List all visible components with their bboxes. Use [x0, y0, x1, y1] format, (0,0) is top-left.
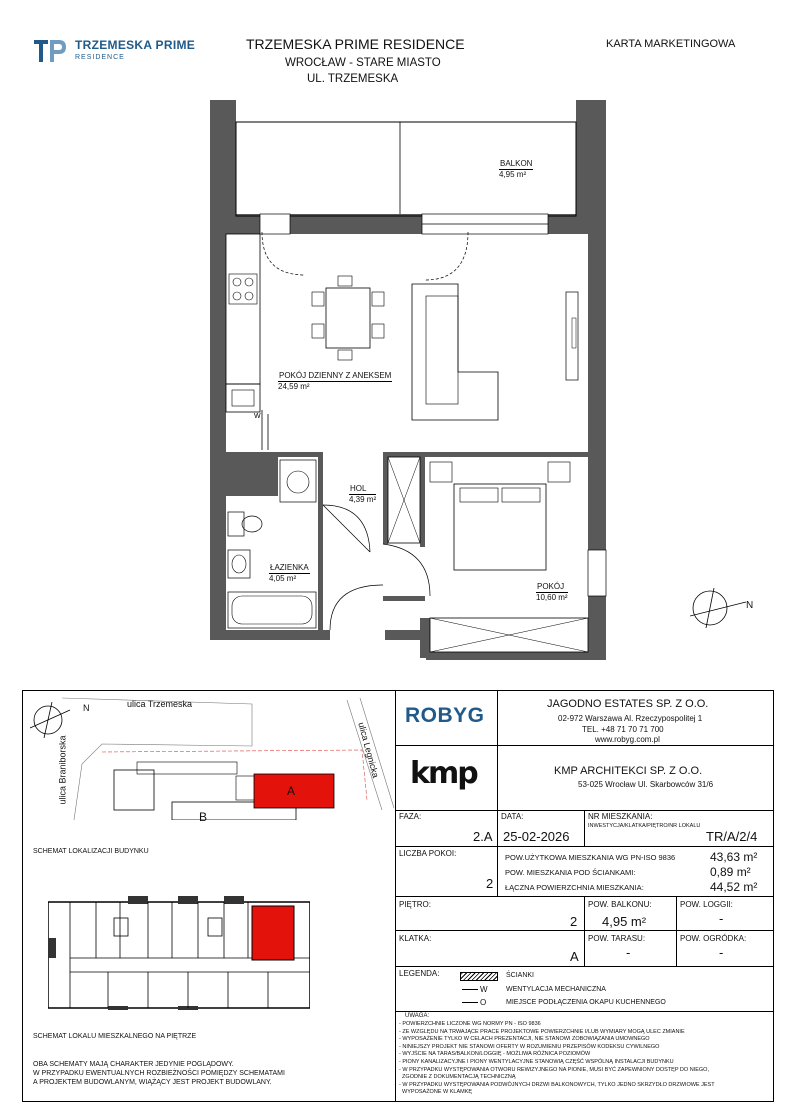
room-lazienka: ŁAZIENKA 4,05 m²: [269, 563, 309, 583]
note-line: - WYJŚCIE NA TARAS/BALKON/LOGGIĘ - MOŻLIWA RÓŻNICA POZIOMÓW: [399, 1051, 591, 1058]
balkon-value: 4,95 m²: [602, 914, 647, 929]
kmp-logo: kmp: [410, 756, 477, 791]
architect-name: KMP ARCHITEKCI SP. Z O.O.: [554, 765, 703, 777]
street-braniborska: ulica Braniborska: [57, 735, 68, 805]
street-trzemeska: ulica Trzemeska: [127, 699, 193, 709]
data-value: 25-02-2026: [503, 829, 570, 844]
legend-ventilation-symbol: W: [480, 985, 488, 994]
wall-hatch-icon: [460, 972, 498, 981]
highlighted-unit: [252, 906, 294, 960]
page-title: TRZEMESKA PRIME RESIDENCE: [246, 36, 465, 52]
room-hol: HOL 4,39 m²: [349, 484, 377, 504]
site-caption: SCHEMAT LOKALIZACJI BUDYNKU: [33, 848, 149, 855]
pokoje-label: LICZBA POKOI:: [399, 849, 457, 858]
developer-phone: TEL. +48 71 70 71 700: [582, 725, 664, 734]
note-line: - POWIERZCHNIE LICZONE WG NORMY PN - ISO 9836: [399, 1021, 541, 1027]
legend-label: LEGENDA:: [399, 969, 440, 978]
taras-label: POW. TARASU:: [588, 934, 646, 943]
pokoje-value: 2: [486, 876, 494, 891]
note-line: - PIONY KANALIZACYJNE I PIONY WENTYLACYJNE STANOWIĄ CZĘŚĆ WSPÓLNĄ INSTALACJI BUDYNKU: [399, 1058, 674, 1065]
compass-north-label: N: [746, 600, 754, 611]
note-line: - WYPOSAŻENIE TYLKO W CELACH PREZENTACJI, NIE STANOWI ZOBOWIĄZANIA UMOWNEGO: [399, 1036, 650, 1043]
site-plan: [22, 690, 395, 820]
pow-laczna-label: ŁĄCZNA POWIERZCHNIA MIESZKANIA:: [505, 883, 644, 892]
hood-arrow-icon: [462, 1002, 478, 1003]
street-line: UL. TRZEMESKA: [307, 73, 399, 85]
disclaimer-line-2: W PRZYPADKU EWENTUALNYCH ROZBIEŻNOŚCI POMIĘDZY SCHEMATAMI: [33, 1070, 285, 1077]
room-living: POKÓJ DZIENNY Z ANEKSEM 24,59 m²: [278, 371, 392, 391]
card-type: KARTA MARKETINGOWA: [606, 38, 736, 50]
street-legnicka: ulica Legnicka: [356, 721, 381, 779]
notes-title: UWAGA:: [405, 1013, 430, 1019]
legend-hood: MIEJSCE PODŁĄCZENIA OKAPU KUCHENNEGO: [506, 999, 666, 1006]
klatka-value: A: [570, 949, 579, 964]
note-line: - NINIEJSZY PROJEKT NIE STANOWI OFERTY W ROZUMIENIU PRZEPISÓW KODEKSU CYWILNEGO: [399, 1043, 660, 1050]
notes-list: [399, 1021, 715, 1097]
faza-label: FAZA:: [399, 812, 422, 821]
legend-walls: ŚCIANKI: [506, 972, 535, 979]
legend-hood-symbol: O: [480, 998, 487, 1007]
pow-laczna-value: 44,52 m²: [710, 880, 758, 894]
pow-uzytkowa-label: POW.UŻYTKOWA MIESZKANIA WG PN-ISO 9836: [505, 853, 676, 862]
nr-sublabel: INWESTYCJA/KLATKA/PIĘTRO/NR LOKALU: [588, 823, 701, 829]
floor-caption: SCHEMAT LOKALU MIESZKALNEGO NA PIĘTRZE: [33, 1033, 197, 1040]
loggia-value: -: [719, 911, 724, 926]
logo-text: TRZEMESKA PRIME: [75, 38, 196, 52]
ogrodek-label: POW. OGRÓDKA:: [680, 934, 747, 943]
legend-ventilation: WENTYLACJA MECHANICZNA: [506, 986, 606, 993]
note-line: - W PRZYPADKU WYSTĘPOWANIA PODWÓJNYCH DRZWI BALKONOWYCH, TYLKO JEDNO SKRZYDŁO DRZWIOWE JEST: [399, 1081, 715, 1088]
room-pokoj: POKÓJ 10,60 m²: [536, 582, 568, 602]
compass-icon: [690, 588, 750, 628]
note-line: - W PRZYPADKU WYSTĘPOWANIA OTWORU REWIZYJNEGO NA PIONIE, MUSI BYĆ ZAPEWNIONY DOSTĘP DO NIEGO,: [399, 1066, 709, 1073]
pietro-label: PIĘTRO:: [399, 900, 432, 909]
site-north-label: N: [83, 703, 90, 713]
disclaimer-line-1: OBA SCHEMATY MAJĄ CHARAKTER JEDYNIE POGLĄDOWY.: [33, 1061, 234, 1068]
room-balkon: BALKON 4,95 m²: [499, 159, 533, 179]
architect-address: 53-025 Wrocław Ul. Skarbowców 31/6: [578, 780, 714, 789]
note-line: - ZE WZGLĘDU NA TRWAJĄCE PRACE PROJEKTOWE POWIERZCHNIE I/LUB WYMIARY MOGĄ ULEC ZMIANIE: [399, 1028, 685, 1035]
disclaimer-line-3: A PROJEKTEM BUDOWLANYM, WIĄŻĄCY JEST PROJEKT BUDOWLANY.: [33, 1079, 272, 1086]
klatka-label: KLATKA:: [399, 934, 432, 943]
pow-scianki-label: POW. MIESZKANIA POD ŚCIANKAMI:: [505, 868, 636, 877]
data-label: DATA:: [501, 812, 524, 821]
robyg-logo: ROBYG: [405, 704, 485, 727]
building-b-label: B: [199, 810, 208, 824]
pow-scianki-value: 0,89 m²: [710, 865, 751, 879]
balkon-label: POW. BALKONU:: [588, 900, 652, 909]
building-a-label: A: [287, 784, 296, 798]
developer-web: www.robyg.com.pl: [595, 735, 660, 744]
developer-name: JAGODNO ESTATES SP. Z O.O.: [547, 698, 709, 710]
pietro-value: 2: [570, 914, 578, 929]
pow-uzytkowa-value: 43,63 m²: [710, 850, 758, 864]
taras-value: -: [626, 945, 631, 960]
ogrodek-value: -: [719, 945, 724, 960]
loggia-label: POW. LOGGII:: [680, 900, 733, 909]
svg-text:W: W: [254, 413, 261, 420]
note-line: ZGODNIE Z DOKUMENTACJĄ TECHNICZNĄ: [399, 1074, 516, 1081]
location-line: WROCŁAW - STARE MIASTO: [285, 57, 441, 69]
faza-value: 2.A: [473, 829, 493, 844]
developer-address: 02-972 Warszawa Al. Rzeczypospolitej 1: [558, 714, 703, 723]
floor-schematic: [48, 888, 310, 1010]
nr-value: TR/A/2/4: [706, 829, 758, 844]
nr-label: NR MIESZKANIA:: [588, 812, 653, 821]
note-line: WYPOSAŻONE W KLAMKĘ: [399, 1089, 473, 1096]
logo-subtext: RESIDENCE: [75, 54, 125, 61]
ventilation-arrow-icon: [462, 989, 478, 990]
